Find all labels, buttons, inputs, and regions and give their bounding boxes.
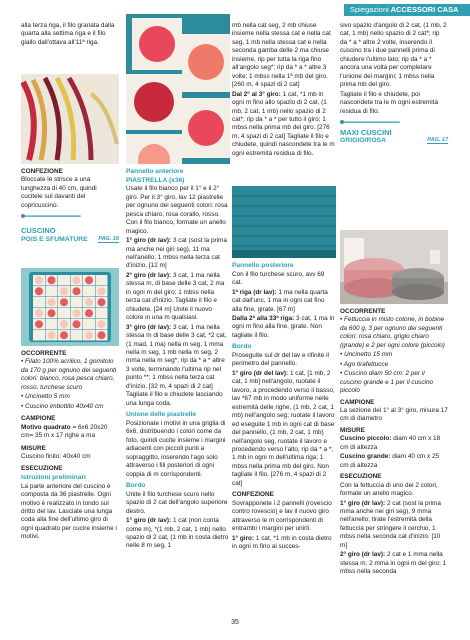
pannello-heading: Pannello anteriore	[126, 168, 184, 175]
riga2-label: Dalla 2ª alla 33ª riga:	[232, 314, 295, 322]
col4-text2: Tagliate il filo e chiudete, poi nascondete tra le m ogni estremità residua di filo.	[340, 90, 439, 115]
col1-lower	[21, 168, 119, 243]
col4-giro2-label: 2° giro (dr lav):	[340, 551, 386, 559]
col4-occorrente-item-4: • Cuscino diam 50 cm: 2 per il cuscino grande e 1 per il cuscino piccolo	[340, 370, 434, 395]
header-section: ACCESSORI CASA	[390, 5, 459, 14]
column-3-bottom	[232, 262, 336, 552]
col4-giro1-para	[340, 500, 448, 551]
column-2	[126, 168, 230, 552]
pillow-photo	[21, 268, 119, 346]
col3-confezione-giro-label: 1° giro:	[232, 534, 255, 542]
unione-heading: Unione delle piastrelle	[126, 411, 196, 419]
poufs-illustration	[340, 230, 448, 304]
col3-bordo-heading: Bordo	[232, 343, 252, 351]
cuscino-title-2	[21, 236, 119, 243]
misure-text: Cuscino finito: 40x40 cm	[21, 452, 91, 460]
col3-confezione-text: Sovrapponete i 2 pannelli (rovescio contro rovescio) e lav il nuovo giro attraverso le m corrispondenti di entrambi i margini per unirli.	[232, 499, 332, 533]
col4-giro2-text: 2 cat e 1 mma nella stessa m, 2 mma in ogni m del giro; 1 mbss nella seconda	[340, 551, 447, 576]
col3-bordo-giro1-label: 1° giro (dr del lav):	[232, 369, 289, 377]
col4-text1: sivo spazio d'angolo di 2 cat, (1 mb, 2 cat, 1 mb) nello spazio di 2 cat*; rip da * a * altre 2 volte, inserendo il cuscino tra i due pannelli prima di chiudere l'ultimo lato; rip da * a * ancora una volta per completare l'unione dei margini; 1 mbss nella prima mb del giro.	[340, 22, 447, 89]
istruzioni-heading: Istruzioni preliminari	[21, 473, 86, 481]
misure-large-text: diam 40 cm x 25 cm di altezza	[340, 453, 440, 469]
col4-campione-heading: CAMPIONE	[340, 398, 375, 406]
column-3-top	[232, 22, 336, 159]
piastrella-heading: PIASTRELLA (x36)	[126, 176, 185, 184]
misure-large-label: Cuscino grande:	[340, 453, 391, 461]
riga1-text: 1 ma nella quarta cat dall'unc, 1 ma in ogni cat fino alla fine, girate. [67 m]	[232, 288, 328, 313]
page-number: 35	[231, 619, 239, 626]
section-header	[344, 4, 470, 16]
giro1-para	[126, 237, 230, 271]
col3-bordo-giro1-para	[232, 370, 336, 488]
crochet-hook-icon	[21, 213, 119, 219]
column-4-top	[340, 22, 448, 145]
col3-confezione-giro-text: 1 cat, *1 mb in costa dietro in ogni m fino al succes-	[232, 534, 332, 550]
cuscino-page-ref[interactable]: PAG. 16	[98, 235, 119, 242]
campione-label: Motivo quadrato	[21, 423, 71, 431]
giro2-text: 3 cat, 1 ma nella stessa m, di base delle 3 cat, 2 ma in ogni m del giro; 1 mbss nella terza cat d'inizio. Tagliate il filo e chiudete. [24 m] Unite il nuovo colore in una m qualsiasi.	[126, 271, 225, 322]
campione-text	[21, 424, 119, 441]
col4-misure-heading: MISURE	[340, 426, 365, 434]
column-1	[21, 22, 119, 48]
pannello-text: Usate il filo bianco per il 1° e il 2° giro. Per il 3° giro, lav 12 piastrelle per ognuno dei seguenti colori: rosa pesca chiaro, rosa corallo, rosso. Con il filo bianco, formate un anello magico.	[126, 185, 228, 235]
col4-misure-small	[340, 435, 448, 452]
bordo-giro1-label: 1° giro (dr lav):	[126, 517, 172, 525]
crochet-hook-icon-2	[340, 119, 448, 125]
bordo-giro1-para	[126, 517, 230, 551]
tassel-photo	[21, 74, 119, 164]
occorrente-heading: OCCORRENTE	[21, 350, 67, 357]
cuscino-title-2-text: POIS E SFUMATURE	[21, 235, 88, 243]
col4-giro1-text: 2 cat (sost la prima mma anche nei giri seg), 9 mma nell'anello; tirate l'estremità della fettuccia per stringere il cerchio, 1 mbss nella seconda cat d'inizio. [10 m]	[340, 499, 441, 549]
maxi-page-ref[interactable]: PAG. 17	[427, 137, 448, 144]
col3-bordo-text: Proseguite sul dr del lav e rifinite il perimetro del pannello.	[232, 352, 329, 368]
esecuzione-heading: ESECUZIONE	[21, 465, 63, 473]
cuscino-title-1: CUSCINO	[21, 226, 56, 236]
giro3-para	[126, 324, 230, 409]
confezione-text: Bloccate le strisce a una lunghezza di 40 cm, quindi cucitele sul davanti del copricuscino.	[21, 176, 97, 209]
campione-heading: CAMPIONE	[21, 415, 56, 423]
back-panel-illustration	[232, 186, 336, 258]
col3-giro2-para	[232, 91, 336, 159]
giro2-para	[126, 272, 230, 323]
pillow-illustration	[21, 268, 119, 346]
misure-heading: MISURE	[21, 444, 46, 452]
bordo-heading: Bordo	[126, 482, 146, 490]
misure-small-text: diam 40 cm x 18 cm di altezza	[340, 435, 441, 451]
col1-bottom	[21, 350, 119, 543]
giro3-text: 3 cat, 1 ma nella stessa m di base delle 3 cat, *2 cat, (1 mad, 1 ma) nella m seg, 1 mma nella m seg, 1 mb nella m seg, 2 mma nella m seg*; rip da * a * altre 3 volte, terminando l'ultima rip nel punto **; 1 mbss nella terza cat d'inizio. [32 m, 4 spazi di 2 cat] Tagliate il filo e chiudete lasciando una lunga coda.	[126, 323, 227, 407]
col3-confezione-giro-para	[232, 535, 336, 552]
col4-misure-large	[340, 453, 448, 470]
tassel-illustration	[21, 74, 119, 164]
poufs-photo	[340, 230, 448, 304]
giro3-label: 3° giro (dr lav):	[126, 323, 172, 331]
riga2-para	[232, 315, 336, 340]
occorrente-item-1: • Filato 100% acrilico, 1 gomitolo da 170 g per ognuno dei seguenti colori: bianco, rosa pesca chiaro, rosso, turchese scuro	[21, 358, 117, 391]
giro1-label: 1° giro (dr lav):	[126, 237, 172, 245]
column-4-bottom	[340, 308, 448, 578]
col4-occorrente-heading: OCCORRENTE	[340, 308, 386, 315]
col3-giro2-text: 1 cat, *1 mb in ogni m fino allo spazio di 2 cat, (1 mb, 2 cat, 1 mb) nello spazio di 2 cat*; rip da * a * per tutto il giro; 1 mbss nella prima mb del giro. [276 m, 4 spazi di 2 cat] Tagliate il filo e chiudete, quindi nascondete tra le m ogni estremità residua di filo.	[232, 90, 335, 157]
occorrente-item-2: • Uncinetto 5 mm	[21, 393, 70, 401]
bordo-giro1-text: 1 cat (non conta come m), *(1 mb, 2 cat, 1 mb) nello spazio di 2 cat, (1 mb in costa dietro nelle 8 m seg, 1	[126, 517, 229, 550]
riga1-para	[232, 289, 336, 314]
campione-value: = 6x6 20x20 cm= 35 m x 17 righe a ma	[21, 423, 108, 440]
tiles-illustration	[126, 14, 230, 164]
header-prefix: Spiegazioni	[350, 5, 389, 14]
col4-occorrente-item-3: • Ago tirafettucce	[340, 360, 389, 368]
col4-esecuzione-heading: ESECUZIONE	[340, 473, 382, 481]
col3-giro2-label: Dal 2° al 3° giro:	[232, 90, 281, 98]
col4-occorrente-item-1: • Fettuccia in misto cotone, in bobine da 600 g, 3 per ognuno dei seguenti colori: rosa chiaro, grigio chiaro (grande) e 2 per ogni colore (piccolo)	[340, 316, 445, 349]
col3-bordo-giro1-text: 1 cat, [1 mb, 2 cat, 1 mb] nell'angolo, ruotate il lavoro, a procedendo verso il basso, lav *67 mb in modo uniforme nelle estremità delle righe, (1 mb, 2 cat, 1 mb) nell'angolo seg; ruotate il lavoro ed eseguite 1 mb in ogni cat di base del pannello, (1 mb, 2 cat, 1 mb) nell'angolo seg, ruotate il lavoro e procedendo verso l'alto, rip da * a *; 1 mb in ogni m dell'ultima riga; 1 mbss nella prima mb del giro. Non tagliate il filo. [276 m, 4 spazi di 2 cat]	[232, 369, 335, 487]
occorrente-item-3: • Cuscino imbottito 40x40 cm	[21, 402, 104, 410]
maxi-title-2	[340, 137, 448, 144]
riga1-label: 1ª riga (dr lav):	[232, 288, 277, 296]
tiles-photo	[126, 14, 230, 164]
istruzioni-text: La parte anteriore del cuscino è composta da 36 piastrelle. Ogni motivo è realizzato in tondo sul dritto del lav. Lasciate una lunga coda alla fine dell'ultimo giro di ogni quadrato per cucire insieme i motivi.	[21, 482, 117, 541]
misure-small-label: Cuscino piccolo:	[340, 435, 392, 443]
bordo-text: Unite il filo turchese scuro nello spazio di 2 cat dell'angolo superiore destro.	[126, 490, 228, 515]
unione-text: Posizionate i motivi in una griglia di 6x6, distribuendo i colori come da foto, quindi cucite insieme i margini adiacenti con piccoli punti a sopraggitto, inserendo l'ago solo attraverso i fili posteriori di ogni coppia di m corrispondenti.	[126, 419, 226, 478]
riga2-text: 3 cat, 1 ma in ogni m fino alla fine, girate. Non tagliate il filo.	[232, 314, 335, 339]
posteriore-text: Con il filo turchese scuro, avv 69 cat.	[232, 270, 325, 287]
giro1-text: 3 cat (sost la prima ma anche nei giri seg), 11 ma nell'anello; 1 mbss nella terza cat d'inizio. [12 m]	[126, 237, 227, 270]
back-panel-photo	[232, 186, 336, 258]
giro2-label: 2° giro (dr lav):	[126, 271, 172, 279]
intro-text: alla terza riga, il filo granata dalla quarta alla settima riga e il filo giallo dall'ottava all'11ª riga.	[21, 22, 115, 46]
col4-occorrente-item-2: • Uncinetto 15 mm	[340, 351, 393, 359]
col3-confezione-heading: CONFEZIONE	[232, 491, 274, 499]
col4-esecuzione-text: Con la fettuccia di uno dei 2 colori, formate un anello magico.	[340, 481, 438, 498]
posteriore-heading: Pannello posteriore	[232, 262, 294, 269]
col4-giro1-label: 1° giro (dr lav):	[340, 499, 386, 507]
col3-text1: mb nella cat seg, 2 mb chiuse insieme nella stessa cat e nella cat seg, 1 mb nella stessa cat e nella seconda gamba delle 2 ma chiuse insieme, rip per tutta la riga fino all'angolo seg*; rip da * a * altre 3 volte; 1 mbss nella 1ª mb del giro. [260 m, 4 spazi di 2 cat]	[232, 22, 331, 89]
confezione-heading: CONFEZIONE	[21, 168, 63, 175]
col4-campione-text: La sezione del 1° al 3° giro, misura 17 cm di diametro	[340, 406, 448, 423]
col4-giro2-para	[340, 551, 448, 576]
maxi-title-2-text: GRIGIO/ROSA	[340, 137, 387, 145]
maxi-title-1: MAXI CUSCINI	[340, 127, 392, 137]
